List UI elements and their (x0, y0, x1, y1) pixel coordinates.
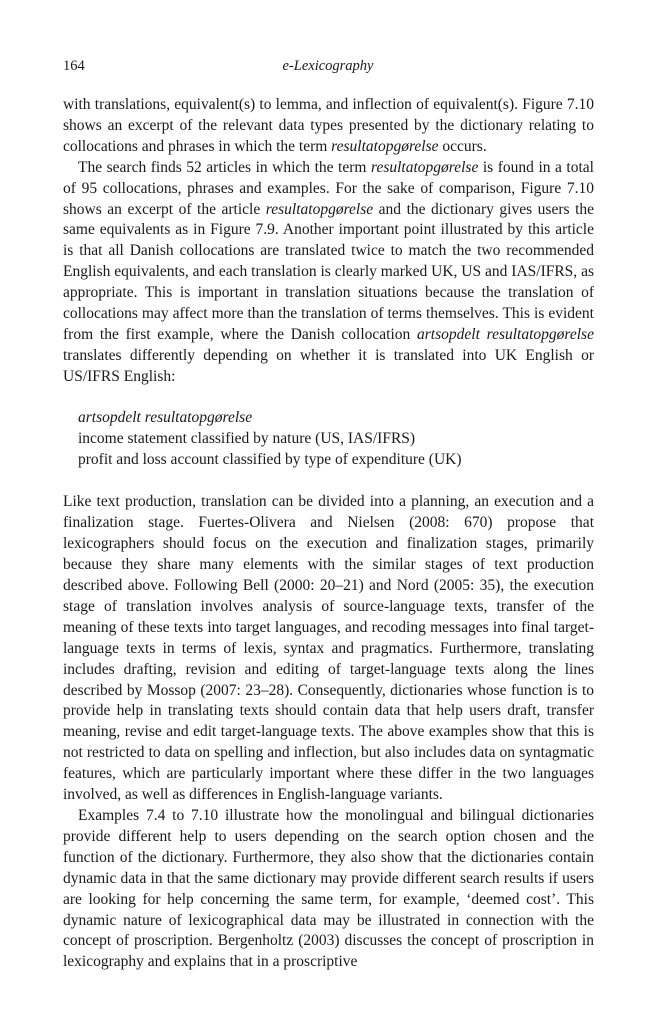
example-block (78, 408, 594, 471)
term-italic: resultatopgørelse (331, 137, 439, 155)
example-line: income statement classified by nature (US, IAS/IFRS) (78, 429, 416, 447)
paragraph-2: The search finds 52 articles in which the term resultatopgørelse is found in a total of 95 collocations, phrases and examples. For the sake of comparison, Figure 7.10 shows an excerpt of the article resultatopgørelse and the dictionary gives users the same equivalents as in Figure 7.9. Another important point illustrated by this article is that all Danish collocations are translated twice to match the two recommended English equivalents, and each translation is clearly marked UK, US and IAS/IFRS, as appropriate. This is important in translation situations because the translation of collocations may affect more than the translation of terms themselves. This is evident from the first example, where the Danish collocation artsopdelt resultatopgørelse translates differently depending on whether it is translated into UK English or US/IFRS English: (63, 158, 595, 385)
body-text (63, 95, 594, 973)
running-head (63, 58, 593, 78)
example-headword: artsopdelt resultatopgørelse (78, 408, 253, 426)
term-italic: resultatopgørelse (371, 158, 479, 176)
paragraph-3: Like text production, translation can be divided into a planning, an execution and a finalization stage. Fuertes-Olivera and Nielsen (2008: 670) propose that lexicographers should focus on the execution and finalization stages, primarily because they share many elements with the similar stages of text production described above. Following Bell (2000: 20–21) and Nord (2005: 35), the execution stage of translation involves analysis of source-language texts, transfer of the meaning of these texts into target languages, and recoding messages into final target-language texts in terms of lexis, syntax and pragmatics. Furthermore, translating includes drafting, revision and editing of target-language texts along the lines described by Mossop (2007: 23–28). Consequently, dictionaries whose function is to provide help in translating texts should contain data that help users draft, transfer meaning, revise and edit target-language texts. The above examples show that this is not restricted to data on spelling and inflection, but also includes data on syntagmatic features, which are particularly important where these differ in the two languages involved, as well as differences in English-language variants. (63, 493, 594, 804)
running-title: e-Lexicography (282, 58, 374, 74)
paragraph-4: Examples 7.4 to 7.10 illustrate how the monolingual and bilingual dictionaries provide different help to users depending on the search option chosen and the function of the dictionary. Furthermore, they also show that the dictionaries contain dynamic data in that the same dictionary may provide different search results if users are looking for help concerning the same term, for example, ‘deemed cost’. This dynamic nature of lexicographical data may be illustrated in connection with the concept of proscription. Bergenholtz (2003) discusses the concept of proscription in lexicography and explains that in a proscriptive (63, 807, 594, 971)
example-line: profit and loss account classified by type of expenditure (UK) (78, 450, 462, 468)
term-italic: artsopdelt resultatopgørelse (417, 325, 594, 343)
page-number: 164 (63, 58, 85, 74)
term-italic: resultatopgørelse (265, 200, 374, 218)
paragraph-1: with translations, equivalent(s) to lemma, and inflection of equivalent(s). Figure 7.10 shows an excerpt of the relevant data types presented by the dictionary relating to collocations and phrases in which the term resultatopgørelse occurs. (63, 96, 594, 155)
